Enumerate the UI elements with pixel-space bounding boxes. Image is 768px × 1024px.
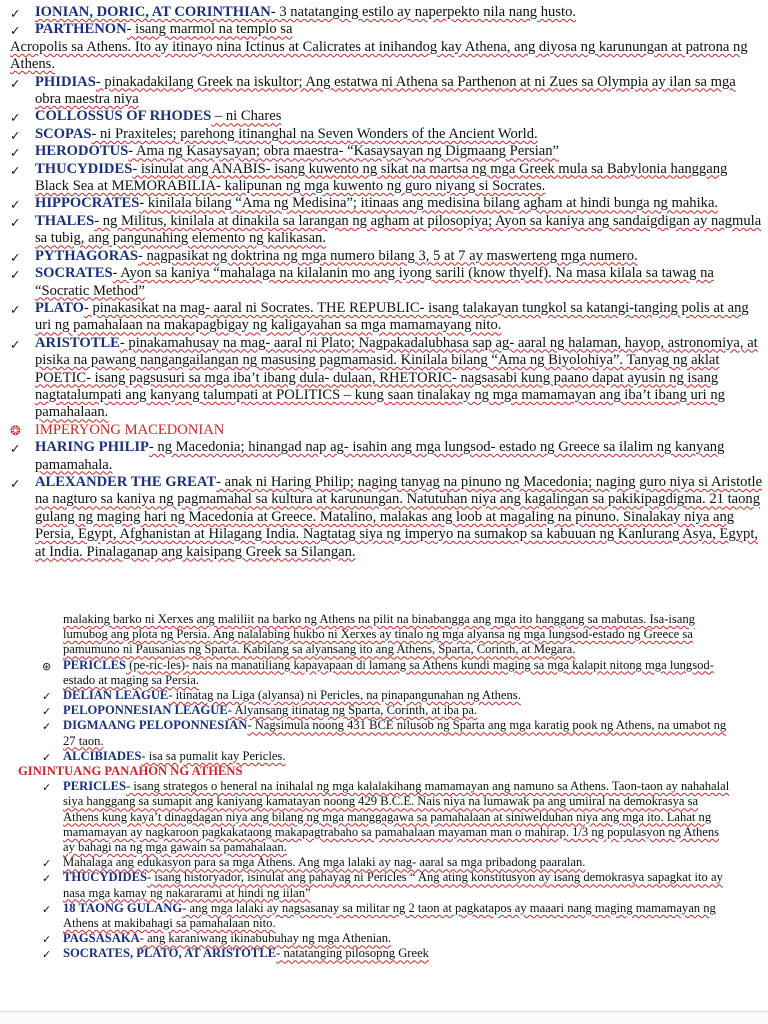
item-text: - kinilala bilang “Ama ng Medisina”; itinaas ang medisina bilang agham at hindi bunga ng mahika. — [139, 195, 719, 212]
heading-ginintuang: GININTUANG PANAHON NG ATHENS — [18, 764, 243, 779]
top-list — [10, 4, 764, 561]
item-term: ALEXANDER THE GREAT — [35, 473, 217, 490]
item-term: IONIAN, DORIC, AT CORINTHIAN — [35, 4, 271, 20]
checkmark-icon: ✓ — [10, 6, 21, 21]
checkmark-icon: ✓ — [10, 75, 21, 91]
list-item-continuation — [10, 39, 764, 74]
list-item — [10, 126, 764, 143]
item-text: - isang historyador, isinulat ang pahayag ni Pericles “ Ang ating konstitusyon ay isang demokrasya sapagkat ito ay nasa mga kamay ng nakararami at hindi ng iilan” — [63, 870, 723, 900]
item-text: - isang marmol na templo sa — [126, 21, 293, 38]
list-item — [10, 265, 764, 300]
item-text: - nagpasikat ng doktrina ng mga numero bilang 3, 5 at 7 ay maswerteng mga numero. — [137, 247, 638, 264]
checkmark-icon: ✓ — [10, 267, 21, 283]
list-item — [42, 931, 730, 947]
list-item — [10, 161, 764, 196]
checkmark-icon: ✓ — [42, 948, 52, 962]
checkmark-icon: ✓ — [42, 902, 52, 916]
item-term: 18 TAONG GULANG — [63, 900, 183, 915]
item-term: PHIDIAS — [35, 73, 96, 90]
item-term: THUCYDIDES — [35, 160, 133, 177]
item-text: - ng Militus, kinilala at dinakila sa larangan ng agham at pilosopiya; Ayon sa kaniya ang sandaigdigan ay nagmula sa tubig, ang pangunahing elemento ng kalikasan. — [35, 212, 762, 247]
list-item — [10, 143, 764, 160]
item-term: PYTHAGORAS — [35, 247, 138, 264]
item-term: SCOPAS — [35, 125, 92, 142]
list-item — [10, 21, 764, 38]
item-text: - isang strategos o heneral na inihalal ng mga kalalakihang mamamayan ang namuno sa Athens. Taon-taon ay nahahalal siya hanggang sa sumapit ang kaniyang kamatayan noong 429 B.C.E. Nais niya na lumawak pa ang umiiral na demokrasya sa Athens kung kaya’t dinagdagan niya ang bilang ng mga manggagawa sa pamahalaan at siniwelduhan niya ang mga ito. Lahat ng mamamayan ay nagkaroon pagkakataong makapagtrabaho sa pamahalaan mayaman man o mahirap. 1/3 ng populasyon ng Athens ay bahagi na ng mga gawain sa pamahalaan. — [63, 779, 730, 855]
checkmark-icon: ✓ — [10, 336, 21, 352]
checkmark-icon: ✓ — [10, 162, 21, 178]
list-item — [10, 195, 764, 212]
list-item — [10, 4, 764, 21]
page-footer-strip — [0, 1011, 768, 1024]
checkmark-icon: ✓ — [10, 301, 21, 317]
bullet-icon: ⊛ — [42, 659, 52, 673]
list-item — [10, 248, 764, 265]
item-text: - Nagsimula noong 431 BCE nilusob ng Sparta ang mga karatig pook ng Athens, na umabot ng 27 taon. — [63, 718, 727, 748]
item-term: ARISTOTLE — [35, 334, 120, 351]
checkmark-icon: ✓ — [10, 145, 21, 161]
item-text: – ni Chares — [211, 108, 282, 125]
checkmark-icon: ✓ — [42, 872, 52, 886]
list-item — [10, 213, 764, 248]
item-text: - ang mga lalaki ay nagsasanay sa militar ng 2 taon at pagkatapos ay maaari nang maging mamamayan ng Athens at makibahagi sa pamahalaan nito. — [63, 900, 716, 931]
checkmark-icon: ✓ — [42, 720, 52, 734]
checkmark-icon: ✓ — [42, 705, 52, 719]
item-term: HERODOTUS — [35, 143, 129, 160]
top-section — [10, 4, 764, 561]
item-term: PERICLES — [63, 657, 126, 672]
checkmark-icon: ✓ — [42, 781, 52, 795]
item-term: THALES — [35, 212, 95, 229]
heading-imperyo: IMPERYONG MACEDONIAN — [35, 421, 225, 438]
item-text: - isa sa pumalit kay Pericles. — [141, 748, 286, 763]
list-item — [42, 870, 730, 900]
item-text: - isinulat ang ANABIS- isang kuwento ng sikat na martsa ng mga Greek mula sa Babylonia hanggang Black Sea at MEMORABILIA- kalipunan ng mga kuwento ng guro niyang si Socrates. — [35, 160, 728, 195]
item-text: - pinakamahusay na mag- aaral ni Plato; Nagpakadalubhasa sap ag- aaral ng halaman, hayop, astronomiya, at pisika na pawang nangangailangan ng masusing pagmamasid. Kinilala bilang “Ama ng Biyolohiya”. Tanyag ng aklat POETIC- isang pagsusuri sa mga iba’t ibang dula- dulaan, RHETORIC- nagsasabi kung paano dapat ayusin ng isang nagtatalumpati ang kanyang talumpati at POLITICS – kung saan tinalakay ng mga mamamayan ang iba’t ibang uri ng pamahalaan. — [35, 334, 758, 421]
item-text: Acropolis sa Athens. Ito ay itinayo nina Ictinus at Calicrates at inihandog kay Athena, ang diyosa ng karunungan at patrona ng Athens. — [10, 38, 748, 73]
checkmark-icon: ✓ — [10, 441, 21, 457]
list-item — [10, 718, 730, 748]
sun-bullet-icon: ❂ — [10, 423, 21, 439]
item-text: - itinatag na Liga (alyansa) ni Pericles, na pinapangunahan ng Athens. — [168, 688, 521, 703]
list-item — [42, 946, 730, 962]
list-item — [10, 300, 764, 335]
checkmark-icon: ✓ — [10, 127, 21, 143]
list-item — [10, 658, 730, 688]
item-term: ALCIBIADES — [63, 748, 142, 763]
item-term: DELIAN LEAGUE — [63, 688, 169, 703]
list-item — [42, 900, 730, 931]
section-heading — [10, 422, 764, 439]
item-term: PLATO — [35, 299, 84, 316]
item-term: PARTHENON — [35, 21, 127, 38]
item-text: - ni Praxiteles; parehong itinanghal na Seven Wonders of the Ancient World. — [91, 125, 538, 142]
item-text: Mahalaga ang edukasyon para sa mga Athens. Ang mga lalaki ay nag- aaral sa mga pribadong paaralan. — [63, 855, 586, 870]
item-term: SOCRATES, PLATO, AT ARISTOTLE — [63, 946, 277, 961]
checkmark-icon: ✓ — [10, 475, 21, 491]
item-text: - Ayon sa kaniya “mahalaga na kilalanin mo ang iyong sarili (know thyelf). Na masa kilala sa tawag na “Socratic Method” — [35, 265, 714, 299]
list-item — [10, 474, 764, 561]
golden-list — [10, 779, 730, 961]
checkmark-icon: ✓ — [10, 110, 21, 126]
item-term: COLLOSSUS OF RHODES — [35, 108, 212, 125]
checkmark-icon: ✓ — [42, 690, 52, 704]
item-term: PELOPONNESIAN LEAGUE — [63, 703, 228, 718]
item-text: - anak ni Haring Philip; naging tanyag na pinuno ng Macedonia; naging guro niya si Aristotle na nagturo sa kaniya ng pagmamahal sa kultura at karunungan. Natutuhan niya ang kagalingan sa pakikipagdigma. 21 taong gulang ng maging hari ng Macedonia at Greece. Matalino, malakas ang loob at magaling na pinuno. Sinalakay niya ang Persia, Egypt, Afghanistan at Hilagang India. Nagtatag siya ng imperyo na sumakop sa kabuuan ng Kanlurang Asya, Egypt, at India. Pinalaganap ang kaisipang Greek sa Silangan. — [35, 473, 763, 560]
item-text: (pe-ric-les)- nais na manatiliang kapayapaan di lamang sa Athens kundi maging sa mga kalapit nitong mga lungsod- estado at maging sa Persia. — [63, 657, 714, 687]
item-term: SOCRATES — [35, 265, 113, 282]
item-term: THUCYDIDES — [63, 870, 147, 885]
list-item — [42, 855, 730, 871]
list-item — [10, 439, 764, 474]
item-term: DIGMAANG PELOPONNESIAN — [63, 718, 248, 733]
item-term: HARING PHILIP — [35, 439, 149, 456]
item-term: PERICLES — [63, 779, 126, 794]
item-text: - Ama ng Kasaysayan; obra maestra- “Kasaysayan ng Digmaang Persian” — [128, 143, 560, 160]
item-text: - ng Macedonia; hinangad nap ag- isahin ang mga lungsod- estado ng Greece sa ilalim ng kanyang pamamahala. — [35, 439, 725, 473]
bottom-section — [10, 612, 730, 962]
item-text: - 3 natatanging estilo ay naperpekto nila nang husto. — [270, 4, 577, 20]
checkmark-icon: ✓ — [10, 23, 21, 39]
paragraph-xerxes: malaking barko ni Xerxes ang maliliit na barko ng Athens na pilit na binabangga ang mga ito hanggang sa mabutas. Isa-isang lumubog ang plota ng Persia. Ang nalalabing hukbo ni Xerxes ay tinalo ng mga alyansa ng mga lungsod-estado ng Greece sa pamumuno ni Pausanias ng Sparta. Kabilang sa alyansang ito ang Athens, Sparta, Corinth, at Megara. — [63, 612, 695, 657]
item-text: - ang karaniwang ikinabubuhay ng mga Athenian. — [139, 931, 392, 946]
list-item — [10, 749, 730, 764]
list-item — [10, 335, 764, 422]
item-text: - pinakadakilang Greek na iskultor; Ang estatwa ni Athena sa Parthenon at ni Zues sa Olympia ay ilan sa mga obra maestra niya — [35, 73, 736, 108]
item-text: - natatanging pilosopng Greek — [276, 946, 429, 961]
list-item — [10, 688, 730, 703]
item-term: HIPPOCRATES — [35, 195, 140, 212]
list-item — [10, 108, 764, 125]
item-term: PAGSASAKA — [63, 931, 140, 946]
item-text: - pinakasikat na mag- aaral ni Socrates. THE REPUBLIC- isang talakayan tungkol sa katangi-tanging polis at ang uri ng pamahalaan na makapagbigay ng kaligayahan sa mga mamamayang nito. — [35, 299, 749, 334]
checkmark-icon: ✓ — [10, 249, 21, 265]
list-item — [10, 74, 764, 109]
checkmark-icon: ✓ — [10, 214, 21, 230]
list-item — [10, 703, 730, 718]
list-item — [42, 779, 730, 855]
checkmark-icon: ✓ — [10, 197, 21, 213]
item-text: - Alyansang itinatag ng Sparta, Corinth, at iba pa. — [227, 703, 478, 718]
checkmark-icon: ✓ — [42, 857, 52, 871]
checkmark-icon: ✓ — [42, 933, 52, 947]
bottom-list — [10, 658, 730, 764]
checkmark-icon: ✓ — [42, 750, 52, 764]
